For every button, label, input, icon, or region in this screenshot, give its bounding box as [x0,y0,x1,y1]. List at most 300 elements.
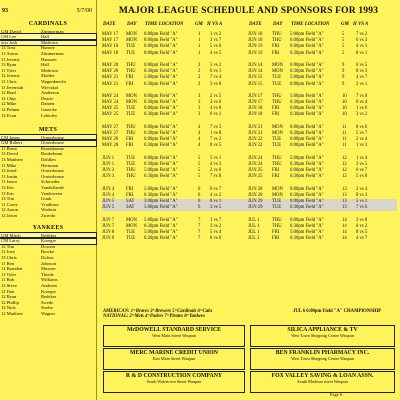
schedule-cell: 6:30pm Field "A" [144,223,178,229]
schedule-cell: 5 [198,174,201,180]
schedule-cell: 1 [198,44,201,50]
schedule-cell: 8:00pm Field "A" [144,50,178,56]
schedule-cell: 13 [342,192,347,198]
roster-row [0,311,96,317]
sponsor-box [103,371,245,393]
schedule-cell: 8 vs 5 [210,143,222,149]
schedule-cell: THU [126,131,136,136]
schedule-cell: 2 vs 1 [356,81,368,87]
schedule-cell: 6 vs 3 [356,38,368,44]
schedule-cell: 6:00pm Field "A" [144,44,178,50]
schedule-cell: JUN 5 [102,205,115,211]
schedule-cell: JUL 1 [248,223,260,229]
schedule-cell: 6:00pm Field "A" [144,62,178,68]
schedule-cell: THU [272,217,282,223]
schedule-cell: JUN 29 [248,205,263,211]
player-last: Hermann [41,162,59,168]
schedule-cell: 1 vs 8 [210,131,222,136]
column-header: DAY [127,22,137,27]
schedule-cell: JUN 21 [248,131,263,136]
schedule-cell: JUN 3 [102,174,115,180]
team-roster [0,226,96,317]
schedule-cell: FRI [126,186,134,192]
schedule-cell: 6 vs 7 [356,168,368,174]
schedule-cell: 5:00pm Field "A" [290,75,324,81]
schedule-cell: JUN 4 [102,192,115,198]
schedule-cell: MON [272,124,283,130]
player-last: Hall [41,62,49,68]
player-last: VandeZande [41,184,64,190]
schedule-cell: 5:00pm Field "A" [144,75,178,81]
schedule-cell: 3 [198,100,201,106]
sponsor-address: South Watertown Street Waupun [146,379,202,384]
player-first: 13 David [1,151,18,157]
schedule-cell: 7 [198,236,201,242]
player-last: Vandeweier [41,190,63,196]
schedule-cell: 6:30pm Field "A" [290,223,324,229]
schedule-cell: 6:30pm Field "A" [290,161,324,167]
schedule-cell: THU [272,155,282,161]
schedule-cell: 2 [198,69,201,75]
schedule-cell: JUN 14 [248,69,263,75]
player-first: 12 Tim [1,243,15,249]
schedule-cell: 1 vs 3 [356,143,368,149]
schedule-cell: TUE [126,50,136,56]
schedule-cell: JUN 24 [248,161,263,167]
schedule-cell: 11 [342,137,347,143]
schedule-cell: JUN 21 [248,124,263,130]
player-last: Zimmerman [41,28,64,34]
schedule-cell: 6:30pm Field "A" [144,161,178,167]
schedule-cell: 1 vs 6 [356,106,368,112]
player-first: 11 Brandon [1,266,23,272]
schedule-cell: MON [126,32,137,37]
schedule-cell: 8 vs 6 [210,236,222,242]
schedule-cell: 2 vs 5 [210,93,222,99]
schedule-cell: 6:30pm Field "A" [290,205,324,211]
schedule-cell: MAY 21 [102,75,119,81]
schedule-table [102,32,397,242]
sponsor-box [250,348,395,370]
player-first: 12 Steve [1,282,17,288]
schedule-cell: TUE [272,137,282,143]
schedule-cell: 5 vs 2 [210,62,222,68]
schedule-row [102,236,397,242]
schedule-cell: 1 vs 7 [210,217,222,223]
schedule-cell: 5 vs 4 [210,230,222,235]
schedule-cell: 1 vs 2 [210,32,222,37]
schedule-cell: 8 vs 1 [210,199,222,205]
schedule-cell: 11 [342,131,347,136]
schedule-cell: 10 [342,106,347,112]
schedule-cell: 6:30pm Field "A" [144,236,178,242]
player-last: Wagenknecht [41,78,66,84]
schedule-cell: 6 vs 1 [210,112,222,118]
schedule-cell: JUN 22 [248,143,263,149]
player-last: Oosterhouse [41,134,64,140]
schedule-cell: JUN 18 [248,106,263,112]
schedule-cell: THU [126,174,136,180]
schedule-cell: 6:00pm Field "A" [290,186,324,192]
player-last: Wieczkot [41,84,59,90]
player-first: 11 Corey [1,201,18,207]
schedule-cell: THU [272,93,282,99]
schedule-cell: JUN 4 [102,186,115,192]
schedule-cell: 5:00pm Field "A" [144,205,178,211]
schedule-cell: JUN 8 [102,230,115,235]
schedule-cell: MAY 28 [102,143,119,149]
schedule-cell: JUN 29 [248,199,263,205]
schedule-cell: 4 [198,143,201,149]
schedule-cell: 7 vs 8 [210,174,222,180]
schedule-cell: TUE [126,106,136,112]
schedule-cell: 6:30pm Field "A" [290,112,324,118]
schedule-cell: 6 vs 5 [356,62,368,68]
schedule-cell: 6:00pm Field "A" [290,62,324,68]
schedule-cell: 8 vs 5 [356,230,368,235]
schedule-cell: JUN 17 [248,100,263,106]
schedule-cell: JUN 7 [102,217,115,223]
schedule-cell: 6:30pm Field "A" [290,50,324,56]
player-last: Wodstra [41,207,57,213]
roster-row [0,113,96,119]
schedule-cell: 4 vs 8 [210,106,222,112]
schedule-cell: 6:00pm Field "A" [144,32,178,37]
schedule-cell: THU [272,223,282,229]
schedule-cell: 5 [342,50,345,56]
player-last: Doleac [41,254,55,260]
schedule-cell: JUN 7 [102,223,115,229]
schedule-cell: 11 [342,124,347,130]
schedule-cell: 6:30pm Field "A" [290,69,324,75]
schedule-cell: 4 [198,137,201,143]
schedule-cell: FRI [126,75,134,81]
schedule-cell: 3 [198,106,201,112]
player-last: Oosterhouse [41,168,64,174]
schedule-cell: FRI [272,50,280,56]
sponsor-name: SILICA APPLIANCE & TV [287,327,358,333]
player-first: 11 Joey [1,249,15,255]
schedule-cell: 4 vs 2 [210,192,222,198]
schedule-cell: MAY 18 [102,44,119,50]
schedule-cell: 3 vs 8 [356,217,368,223]
schedule-cell: 5 [198,168,201,174]
player-last: Redeker [41,232,57,238]
schedule-cell: 14 [342,236,347,242]
player-first: 12 Jason [1,212,17,218]
schedule-cell: 6:00pm Field "A" [290,199,324,205]
schedule-cell: THU [126,168,136,174]
schedule-cell: 6 [198,186,201,192]
column-header: H VS A [207,22,223,27]
schedule-cell: 5 [342,38,345,44]
schedule-cell: TUE [272,143,282,149]
player-first: 13 Jared [1,168,17,174]
player-last: Bunsey [41,45,55,51]
player-first: CM Lee [1,34,17,40]
schedule-cell: 9 [342,69,345,75]
schedule-cell: 3 vs 6 [210,100,222,106]
sponsor-address: West Main Street Waupun [152,333,196,338]
schedule-cell: FRI [272,236,280,242]
player-first: CM Larry [1,238,20,244]
player-last: Medeiros [41,39,59,45]
schedule-cell: JUN 24 [248,155,263,161]
schedule-cell: 6 [198,205,201,211]
sponsor-box [250,325,395,347]
player-first: 12 Ryan [1,294,17,300]
schedule-cell: 12 [342,155,347,161]
schedule-cell: 6 vs 1 [210,69,222,75]
schedule-cell: TUE [126,44,136,50]
schedule-cell: 6:30pm Field "A" [144,174,178,180]
schedule-cell: FRI [126,137,134,143]
player-last: Wagner [41,310,56,316]
schedule-cell: 10 [342,93,347,99]
schedule-cell: 2 [198,81,201,87]
schedule-cell: 1 vs 4 [356,155,368,161]
player-last: Redeker [41,294,57,300]
schedule-cell: 6:00pm Field "A" [290,137,324,143]
schedule-cell: MAY 25 [102,106,119,112]
schedule-cell: 9 [342,62,345,68]
player-first: 11 Ben [1,260,14,266]
schedule-cell: 3 vs 8 [210,81,222,87]
schedule-cell: MAY 20 [102,69,119,75]
schedule-cell: TUE [272,81,282,87]
schedule-cell: MAY 20 [102,62,119,68]
player-first: 11 Brent [1,145,17,151]
schedule-cell: 13 [342,199,347,205]
schedule-cell: 6 vs 2 [356,223,368,229]
player-last: Williams [41,277,58,283]
schedule-panel [97,0,400,400]
schedule-cell: 6:00pm Field "A" [144,93,178,99]
schedule-cell: TUE [272,199,282,205]
schedule-cell: FRI [272,106,280,112]
schedule-cell: TUE [126,155,136,161]
sponsor-address: West Town Shopping Center Waupun [291,333,354,338]
player-first: 11 Jason [1,179,17,185]
schedule-cell: 7 [198,223,201,229]
player-last: Strebe [41,305,53,311]
player-last: Dahlkes [41,156,57,162]
schedule-cell: JUN 5 [102,199,115,205]
schedule-cell: 6:30pm Field "A" [144,81,178,87]
schedule-cell: 8 vs 3 [356,69,368,75]
schedule-cell: 3 [198,93,201,99]
team-roster [0,22,96,118]
schedule-cell: 6:30pm Field "A" [290,174,324,180]
sponsor-address: East Main Street Waupun [152,356,196,361]
schedule-cell: MAY 28 [102,137,119,143]
schedule-cell: 5 [198,155,201,161]
schedule-cell: 7 vs 6 [356,205,368,211]
schedule-cell: 5 [342,44,345,50]
schedule-cell: MON [272,131,283,136]
schedule-cell: MAY 17 [102,38,119,44]
schedule-cell: THU [272,100,282,106]
player-first: asst Josh [1,39,18,45]
schedule-cell: 5 [198,161,201,167]
schedule-cell: 11 [342,143,347,149]
schedule-cell: FRI [272,174,280,180]
schedule-cell: 6:00pm Field "A" [290,217,324,223]
schedule-cell: 7 [198,230,201,235]
schedule-cell: MON [272,186,283,192]
player-first: GM David [1,28,21,34]
player-first: 11 Aaron [1,50,18,56]
schedule-cell: 3 vs 2 [210,223,222,229]
schedule-cell: 3 vs 2 [356,112,368,118]
schedule-cell: 2 vs 4 [356,186,368,192]
player-first: 13 Tom [1,45,16,51]
player-last: Thiede [41,271,54,277]
schedule-cell: 8 vs 6 [356,124,368,130]
schedule-cell: 6:00pm Field "A" [144,106,178,112]
schedule-cell: 7 vs 8 [356,93,368,99]
schedule-cell: 8 vs 3 [356,192,368,198]
player-first: 11 Mike [1,162,17,168]
schedule-cell: JUN 3 [102,168,115,174]
player-first: 12 Dan [1,288,15,294]
sponsor-address: South Madison street Waupun [297,379,348,384]
schedule-cell: SAT [126,199,135,205]
schedule-cell: 6:00pm Field "A" [144,137,178,143]
schedule-cell: THU [272,38,282,44]
schedule-cell: 6:30pm Field "A" [144,192,178,198]
schedule-cell: 5 vs 1 [356,199,368,205]
schedule-cell: 6:30pm Field "A" [144,112,178,118]
schedule-cell: 4 [198,131,201,136]
page-title: MAJOR LEAGUE SCHEDULE AND SPONSORS FOR 1993 [118,6,379,16]
sponsor-name: MERC MARINE CREDIT UNION [130,350,218,356]
schedule-cell: MAY 27 [102,124,119,130]
schedule-cell: MON [126,217,137,223]
schedule-cell: MON [126,93,137,99]
sponsor-box [250,371,395,393]
schedule-cell: 3 vs 7 [210,38,222,44]
player-last: Gazecke [41,106,57,112]
schedule-cell: 6:00pm Field "A" [290,143,324,149]
schedule-cell: 4 vs 3 [210,161,222,167]
schedule-cell: 6:30pm Field "A" [144,131,178,136]
schedule-cell: MAY 27 [102,131,119,136]
schedule-cell: 13 [342,205,347,211]
schedule-cell: 12 [342,161,347,167]
player-first: 12 Phillip [1,299,19,305]
sponsor-name: FOX VALLEY SAVING & LOAN ASSN. [271,373,374,379]
player-last: Rosenkrantz [41,145,64,151]
player-last: Swede [41,299,54,305]
schedule-cell: FRI [126,81,134,87]
schedule-cell: 6:30pm Field "A" [290,236,324,242]
team-legend [103,309,393,319]
schedule-cell: TUE [126,236,136,242]
player-last: Oosterhouse [41,173,64,179]
schedule-cell: 7 vs 3 [210,124,222,130]
schedule-cell: 2 [198,75,201,81]
sponsor-box [103,325,245,347]
sponsor-box [103,348,245,370]
player-first: 13 Eric [1,184,15,190]
schedule-cell: 6 vs 7 [210,186,222,192]
schedule-cell: 12 [342,168,347,174]
schedule-cell: 5 vs 1 [210,155,222,161]
player-first: 12 Brad [1,90,16,96]
schedule-cell: 6:00pm Field "A" [144,155,178,161]
schedule-cell: 6:00pm Field "A" [290,81,324,87]
schedule-cell: JUN 28 [248,186,263,192]
schedule-cell: JUN 1 [102,155,115,161]
schedule-cell: 5 vs 6 [210,44,222,50]
player-first: 13 Matthew [1,156,24,162]
schedule-cell: JUN 25 [248,168,263,174]
sponsor-address: West Town Shopping Center Waupun [291,356,354,361]
schedule-cell: MON [126,100,137,106]
player-last: Hanssen [41,56,57,62]
schedule-cell: JUN 28 [248,192,263,198]
schedule-cell: 8:00pm Field "A" [144,38,178,44]
schedule-cell: 4 vs 7 [356,236,368,242]
schedule-cell: 5:00pm Field "A" [290,230,324,235]
schedule-cell: FRI [126,143,134,149]
sponsor-name: McDOWELL STANDARD SERVICE [126,327,222,333]
schedule-cell: JUN 8 [102,236,115,242]
legend-national: NATIONAL: 2=Mets 4=Padres 7=Pirates 8=Yankees [103,314,205,319]
schedule-cell: 2 vs 6 [210,168,222,174]
player-first: 13 Eric [1,190,15,196]
legend-american: AMERICAN: 1=Braves 3=Brewers 5=Cardinals 6=Cubs [103,309,213,314]
player-last: Damen [41,101,55,107]
roster-row [0,213,96,219]
player-first: 13 Tim [1,196,15,202]
column-header: DAY [273,22,283,27]
schedule-cell: 6:30pm Field "A" [290,100,324,106]
player-first: 12 Palmer [1,106,20,112]
schedule-cell: MAY 21 [102,81,119,87]
schedule-cell: 12 [342,174,347,180]
schedule-cell: 3:00pm Field "A" [144,199,178,205]
player-first: 12 Chip [1,95,16,101]
player-first: 12 Aaron [1,207,18,213]
schedule-cell: 5 vs 7 [356,131,368,136]
player-last: Andreen [41,282,57,288]
player-last: Mulder [41,73,55,79]
schedule-cell: MAY 24 [102,100,119,106]
schedule-cell: 14 [342,223,347,229]
championship-line: JUL 6 6:00pm Field "A" CHAMPIONSHIP [293,309,382,314]
player-first: 11 Tyler [1,271,17,277]
schedule-cell: JUN 18 [248,32,263,37]
schedule-cell: 6:00pm Field "A" [290,124,324,130]
schedule-cell: 2 [198,62,201,68]
player-last: Bowke [41,249,55,255]
column-header: DATE [103,22,116,27]
column-header: GM [195,22,203,27]
team-roster [0,128,96,219]
schedule-cell: FRI [272,230,280,235]
schedule-cell: FRI [272,168,280,174]
player-first: 11 Chris [1,78,17,84]
column-header: TIME LOCATION [145,22,184,27]
player-first: 11 Justin [1,173,18,179]
sponsor-name: BEN FRANKLIN PHARMACY INC. [275,350,370,356]
schedule-cell: 9 [342,81,345,87]
schedule-cell: 2 vs 4 [356,137,368,143]
schedule-cell: JUN 18 [248,112,263,118]
schedule-cell: 5:00pm Field "A" [144,217,178,223]
